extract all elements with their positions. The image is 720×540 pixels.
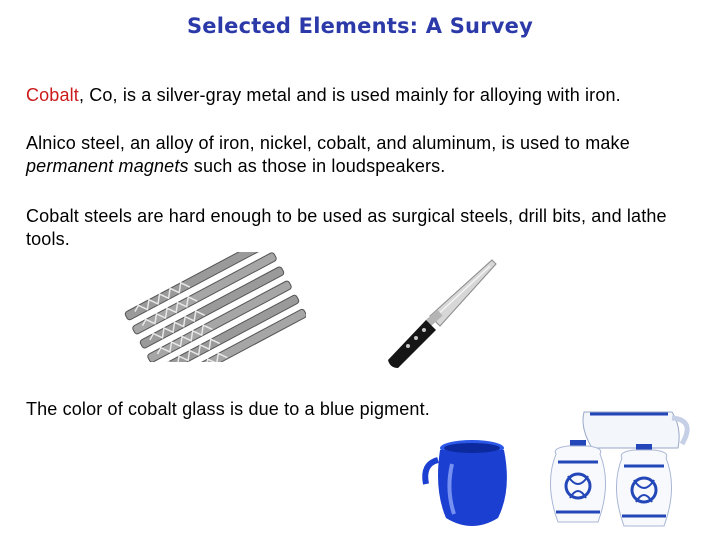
paragraph-alnico-lead: Alnico steel, an alloy of iron, nickel, cobalt, and aluminum, is used to make xyxy=(26,133,630,153)
paragraph-cobalt-steels: Cobalt steels are hard enough to be used as surgical steels, drill bits, and lathe tools. xyxy=(26,206,667,249)
blue-white-jars-image xyxy=(532,404,712,534)
paragraph-alnico-rest: such as those in loudspeakers. xyxy=(188,156,446,176)
paragraph-cobalt-intro xyxy=(26,84,706,107)
slide-title: Selected Elements: A Survey xyxy=(186,14,533,38)
knife-image xyxy=(382,256,500,368)
permanent-magnets-term: permanent magnets xyxy=(26,156,189,176)
paragraph-cobalt-glass: The color of cobalt glass is due to a blue pigment. xyxy=(26,399,430,419)
drill-bits-image xyxy=(122,252,306,362)
cobalt-glass-pitcher-image xyxy=(416,430,522,534)
cobalt-highlight: Cobalt xyxy=(26,85,79,105)
paragraph-cobalt-intro-text: , Co, is a silver-gray metal and is used mainly for alloying with iron. xyxy=(78,85,621,105)
paragraph-alnico xyxy=(26,132,706,178)
